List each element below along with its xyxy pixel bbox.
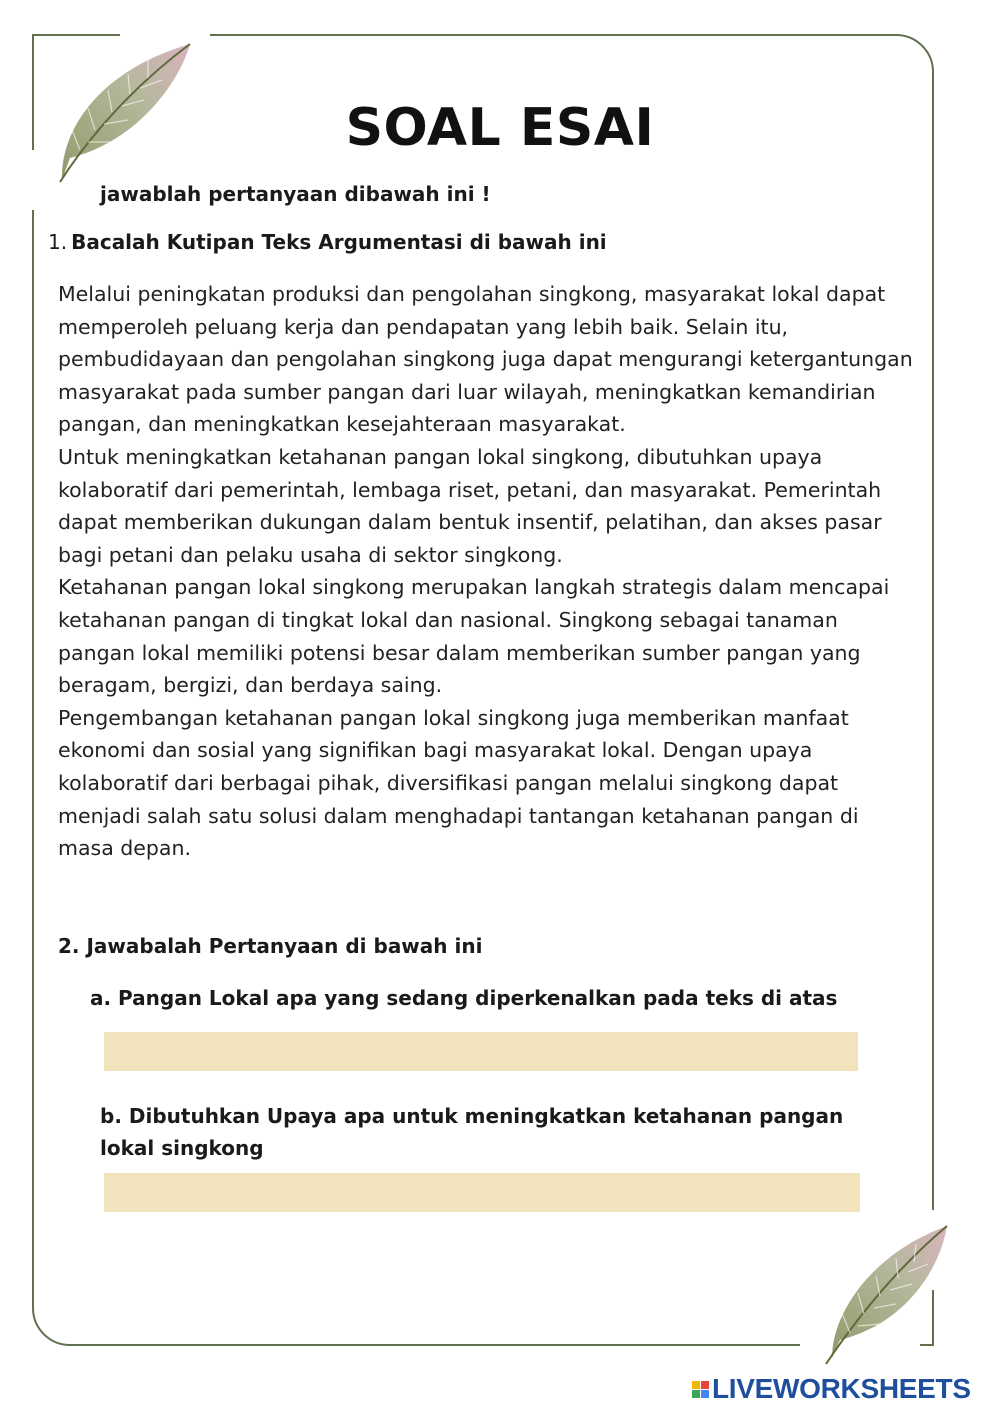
question-1-number: 1. xyxy=(48,230,68,254)
passage-paragraph: Pengembangan ketahanan pangan lokal singkong juga memberikan manfaat ekonomi dan sosial yang signifikan bagi masyarakat lokal. Dengan upaya kolaboratif dari berbagai pihak, diversifikasi pangan melalui singkong dapat menjadi salah satu solusi dalam menghadapi tantangan ketahanan pangan di masa depan. xyxy=(58,705,859,861)
question-2-heading: 2. Jawabalah Pertanyaan di bawah ini xyxy=(58,934,483,958)
liveworksheets-mark-icon xyxy=(692,1381,709,1398)
passage-paragraph: Melalui peningkatan produksi dan pengolahan singkong, masyarakat lokal dapat memperoleh peluang kerja dan pendapatan yang lebih baik. Selain itu, pembudidayaan dan pengolahan singkong juga dapat mengurangi ketergantungan masyarakat pada sumber pangan dari luar wilayah, meningkatkan kemandirian pangan, dan meningkatkan kesejahteraan masyarakat. xyxy=(58,282,913,437)
answer-2b-input[interactable] xyxy=(104,1173,860,1212)
liveworksheets-wordmark: LIVEWORKSHEETS xyxy=(712,1373,971,1404)
instruction: jawablah pertanyaan dibawah ini ! xyxy=(100,182,491,206)
passage-paragraph: Untuk meningkatkan ketahanan pangan lokal singkong, dibutuhkan upaya kolaboratif dari pemerintah, lembaga riset, petani, dan masyarakat. Pemerintah dapat memberikan dukungan dalam bentuk insentif, pelatihan, dan akses pasar bagi petani dan pelaku usaha di sektor singkong. xyxy=(58,444,882,567)
page-title: SOAL ESAI xyxy=(345,98,655,158)
liveworksheets-logo[interactable] xyxy=(692,1373,971,1405)
passage-paragraph: Ketahanan pangan lokal singkong merupakan langkah strategis dalam mencapai ketahanan pangan di tingkat lokal dan nasional. Singkong sebagai tanaman pangan lokal memiliki potensi besar dalam memberikan sumber pangan yang beragam, bergizi, dan berdaya saing. xyxy=(58,575,890,698)
argument-passage xyxy=(58,278,918,865)
question-2a: a. Pangan Lokal apa yang sedang diperkenalkan pada teks di atas xyxy=(90,986,838,1010)
question-1-heading: Bacalah Kutipan Teks Argumentasi di bawah ini xyxy=(71,230,607,254)
question-1 xyxy=(48,230,607,254)
leaf-decoration-bottom-right-icon xyxy=(812,1218,962,1368)
answer-2a-input[interactable] xyxy=(104,1032,858,1071)
question-2b: b. Dibutuhkan Upaya apa untuk meningkatkan ketahanan pangan lokal singkong xyxy=(100,1104,844,1160)
